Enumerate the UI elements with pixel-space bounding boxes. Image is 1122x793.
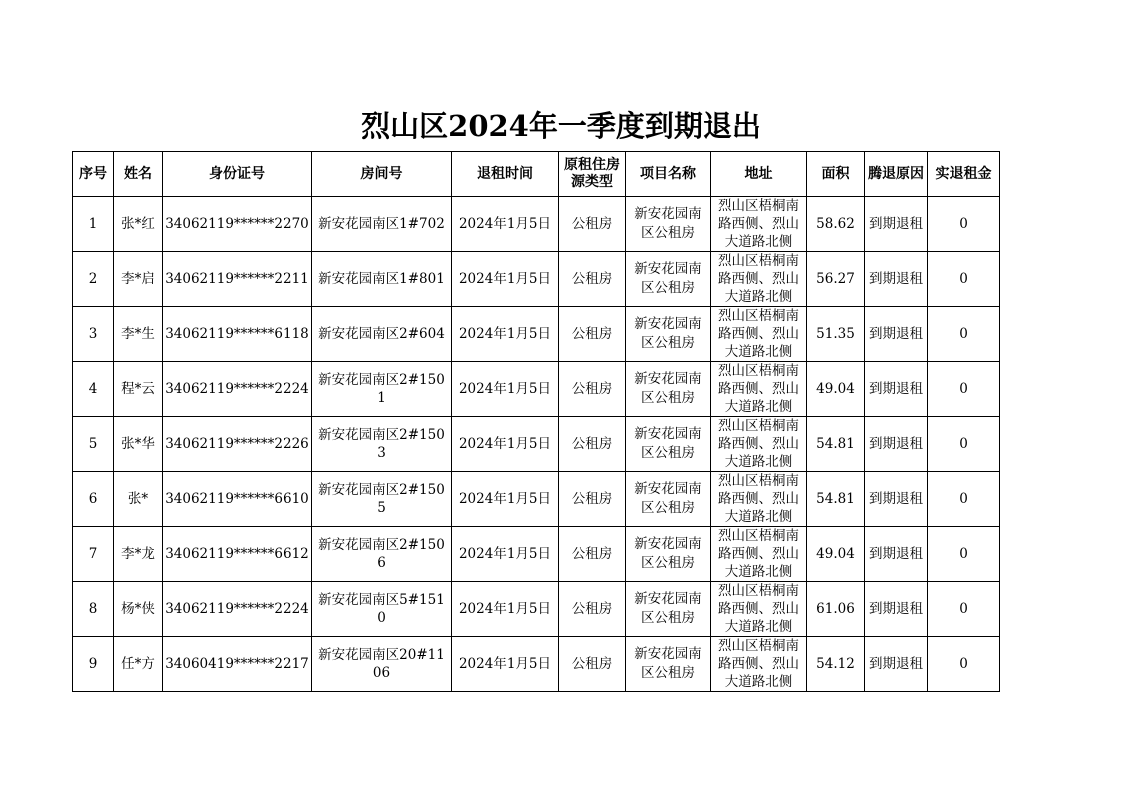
cell-project bbox=[626, 637, 711, 692]
cell-address bbox=[711, 417, 807, 472]
cell-area: 56.27 bbox=[807, 252, 865, 307]
cell-housing-type: 公租房 bbox=[559, 197, 626, 252]
cell-reason: 到期退租 bbox=[865, 197, 928, 252]
header-type-label: 原租住房源类型 bbox=[564, 157, 620, 190]
cell-project bbox=[626, 582, 711, 637]
cell-project bbox=[626, 252, 711, 307]
cell-address-text: 烈山区梧桐南路西侧、烈山大道路北侧 bbox=[718, 198, 799, 250]
cell-project bbox=[626, 417, 711, 472]
cell-housing-type: 公租房 bbox=[559, 417, 626, 472]
table-row bbox=[73, 197, 1000, 252]
cell-room-text: 新安花园南区2#604 bbox=[318, 326, 445, 342]
cell-room bbox=[312, 527, 452, 582]
cell-name: 张*红 bbox=[114, 197, 163, 252]
cell-address bbox=[711, 197, 807, 252]
cell-room bbox=[312, 197, 452, 252]
cell-id-number: 34062119******2224 bbox=[163, 582, 312, 637]
cell-id-number: 34062119******6612 bbox=[163, 527, 312, 582]
cell-seq: 4 bbox=[73, 362, 114, 417]
cell-project-text: 新安花园南区公租房 bbox=[634, 316, 702, 351]
cell-housing-type: 公租房 bbox=[559, 637, 626, 692]
cell-room-text: 新安花园南区2#1503 bbox=[318, 427, 445, 461]
cell-area: 54.81 bbox=[807, 417, 865, 472]
cell-project bbox=[626, 307, 711, 362]
cell-address-text: 烈山区梧桐南路西侧、烈山大道路北侧 bbox=[718, 253, 799, 305]
cell-name: 李*启 bbox=[114, 252, 163, 307]
cell-room bbox=[312, 582, 452, 637]
cell-room-text: 新安花园南区2#1501 bbox=[318, 372, 445, 406]
cell-reason: 到期退租 bbox=[865, 527, 928, 582]
header-address: 地址 bbox=[711, 152, 807, 197]
cell-address-text: 烈山区梧桐南路西侧、烈山大道路北侧 bbox=[718, 528, 799, 580]
cell-id-number: 34062119******2270 bbox=[163, 197, 312, 252]
cell-reason: 到期退租 bbox=[865, 417, 928, 472]
cell-name: 任*方 bbox=[114, 637, 163, 692]
exit-records-table bbox=[72, 151, 1000, 692]
header-type bbox=[559, 152, 626, 197]
cell-reason: 到期退租 bbox=[865, 307, 928, 362]
cell-project-text: 新安花园南区公租房 bbox=[634, 371, 702, 406]
cell-exit-date: 2024年1月5日 bbox=[452, 417, 559, 472]
cell-project-text: 新安花园南区公租房 bbox=[634, 591, 702, 626]
cell-rent: 0 bbox=[928, 362, 1000, 417]
cell-room-text: 新安花园南区1#702 bbox=[318, 216, 445, 232]
cell-address-text: 烈山区梧桐南路西侧、烈山大道路北侧 bbox=[718, 418, 799, 470]
cell-id-number: 34062119******6610 bbox=[163, 472, 312, 527]
cell-area: 61.06 bbox=[807, 582, 865, 637]
cell-name: 李*龙 bbox=[114, 527, 163, 582]
table-row bbox=[73, 637, 1000, 692]
cell-address bbox=[711, 362, 807, 417]
cell-area: 51.35 bbox=[807, 307, 865, 362]
cell-room-text: 新安花园南区2#1506 bbox=[318, 537, 445, 571]
cell-project bbox=[626, 197, 711, 252]
cell-rent: 0 bbox=[928, 637, 1000, 692]
cell-address-text: 烈山区梧桐南路西侧、烈山大道路北侧 bbox=[718, 308, 799, 360]
cell-housing-type: 公租房 bbox=[559, 307, 626, 362]
header-room: 房间号 bbox=[312, 152, 452, 197]
table-row bbox=[73, 527, 1000, 582]
cell-rent: 0 bbox=[928, 582, 1000, 637]
header-name: 姓名 bbox=[114, 152, 163, 197]
cell-project-text: 新安花园南区公租房 bbox=[634, 261, 702, 296]
cell-name: 李*生 bbox=[114, 307, 163, 362]
cell-reason: 到期退租 bbox=[865, 472, 928, 527]
cell-rent: 0 bbox=[928, 197, 1000, 252]
cell-seq: 3 bbox=[73, 307, 114, 362]
cell-exit-date: 2024年1月5日 bbox=[452, 472, 559, 527]
cell-id-number: 34062119******2224 bbox=[163, 362, 312, 417]
cell-project-text: 新安花园南区公租房 bbox=[634, 481, 702, 516]
table-row bbox=[73, 307, 1000, 362]
cell-seq: 9 bbox=[73, 637, 114, 692]
cell-address bbox=[711, 252, 807, 307]
cell-rent: 0 bbox=[928, 527, 1000, 582]
cell-address bbox=[711, 527, 807, 582]
cell-area: 54.81 bbox=[807, 472, 865, 527]
cell-name: 张*华 bbox=[114, 417, 163, 472]
page-title: 烈山区2024年一季度到期退出 bbox=[361, 109, 761, 143]
cell-project-text: 新安花园南区公租房 bbox=[634, 646, 702, 681]
cell-address-text: 烈山区梧桐南路西侧、烈山大道路北侧 bbox=[718, 363, 799, 415]
cell-housing-type: 公租房 bbox=[559, 252, 626, 307]
cell-room-text: 新安花园南区2#1505 bbox=[318, 482, 445, 516]
header-area: 面积 bbox=[807, 152, 865, 197]
cell-project bbox=[626, 472, 711, 527]
cell-housing-type: 公租房 bbox=[559, 362, 626, 417]
cell-exit-date: 2024年1月5日 bbox=[452, 362, 559, 417]
cell-address bbox=[711, 637, 807, 692]
cell-rent: 0 bbox=[928, 417, 1000, 472]
table-row bbox=[73, 252, 1000, 307]
header-id: 身份证号 bbox=[163, 152, 312, 197]
cell-room bbox=[312, 472, 452, 527]
cell-rent: 0 bbox=[928, 307, 1000, 362]
cell-project bbox=[626, 527, 711, 582]
cell-area: 58.62 bbox=[807, 197, 865, 252]
cell-project-text: 新安花园南区公租房 bbox=[634, 206, 702, 241]
cell-name: 张* bbox=[114, 472, 163, 527]
table-row bbox=[73, 362, 1000, 417]
cell-project bbox=[626, 362, 711, 417]
cell-reason: 到期退租 bbox=[865, 637, 928, 692]
cell-exit-date: 2024年1月5日 bbox=[452, 307, 559, 362]
cell-seq: 7 bbox=[73, 527, 114, 582]
cell-housing-type: 公租房 bbox=[559, 472, 626, 527]
cell-address bbox=[711, 472, 807, 527]
cell-address-text: 烈山区梧桐南路西侧、烈山大道路北侧 bbox=[718, 583, 799, 635]
cell-id-number: 34062119******2211 bbox=[163, 252, 312, 307]
cell-id-number: 34060419******2217 bbox=[163, 637, 312, 692]
cell-area: 54.12 bbox=[807, 637, 865, 692]
header-reason: 腾退原因 bbox=[865, 152, 928, 197]
cell-address-text: 烈山区梧桐南路西侧、烈山大道路北侧 bbox=[718, 638, 799, 690]
header-seq: 序号 bbox=[73, 152, 114, 197]
header-rent: 实退租金 bbox=[928, 152, 1000, 197]
cell-exit-date: 2024年1月5日 bbox=[452, 637, 559, 692]
cell-room bbox=[312, 417, 452, 472]
cell-name: 杨*侠 bbox=[114, 582, 163, 637]
table-row bbox=[73, 417, 1000, 472]
cell-seq: 1 bbox=[73, 197, 114, 252]
cell-name: 程*云 bbox=[114, 362, 163, 417]
cell-room-text: 新安花园南区1#801 bbox=[318, 271, 445, 287]
cell-address bbox=[711, 582, 807, 637]
cell-housing-type: 公租房 bbox=[559, 527, 626, 582]
table-row bbox=[73, 472, 1000, 527]
cell-exit-date: 2024年1月5日 bbox=[452, 582, 559, 637]
cell-seq: 6 bbox=[73, 472, 114, 527]
cell-reason: 到期退租 bbox=[865, 362, 928, 417]
cell-room bbox=[312, 307, 452, 362]
cell-id-number: 34062119******6118 bbox=[163, 307, 312, 362]
cell-rent: 0 bbox=[928, 472, 1000, 527]
cell-room-text: 新安花园南区20#1106 bbox=[318, 647, 445, 681]
cell-housing-type: 公租房 bbox=[559, 582, 626, 637]
cell-room bbox=[312, 252, 452, 307]
cell-rent: 0 bbox=[928, 252, 1000, 307]
cell-exit-date: 2024年1月5日 bbox=[452, 252, 559, 307]
cell-seq: 8 bbox=[73, 582, 114, 637]
cell-exit-date: 2024年1月5日 bbox=[452, 197, 559, 252]
cell-reason: 到期退租 bbox=[865, 252, 928, 307]
cell-id-number: 34062119******2226 bbox=[163, 417, 312, 472]
header-project: 项目名称 bbox=[626, 152, 711, 197]
cell-seq: 2 bbox=[73, 252, 114, 307]
table-row bbox=[73, 582, 1000, 637]
table-body bbox=[73, 197, 1000, 692]
cell-reason: 到期退租 bbox=[865, 582, 928, 637]
cell-area: 49.04 bbox=[807, 527, 865, 582]
cell-room-text: 新安花园南区5#1510 bbox=[318, 592, 445, 626]
cell-area: 49.04 bbox=[807, 362, 865, 417]
cell-room bbox=[312, 362, 452, 417]
header-date: 退租时间 bbox=[452, 152, 559, 197]
cell-address bbox=[711, 307, 807, 362]
cell-room bbox=[312, 637, 452, 692]
cell-project-text: 新安花园南区公租房 bbox=[634, 536, 702, 571]
cell-project-text: 新安花园南区公租房 bbox=[634, 426, 702, 461]
cell-exit-date: 2024年1月5日 bbox=[452, 527, 559, 582]
cell-seq: 5 bbox=[73, 417, 114, 472]
table-header-row bbox=[73, 152, 1000, 197]
cell-address-text: 烈山区梧桐南路西侧、烈山大道路北侧 bbox=[718, 473, 799, 525]
